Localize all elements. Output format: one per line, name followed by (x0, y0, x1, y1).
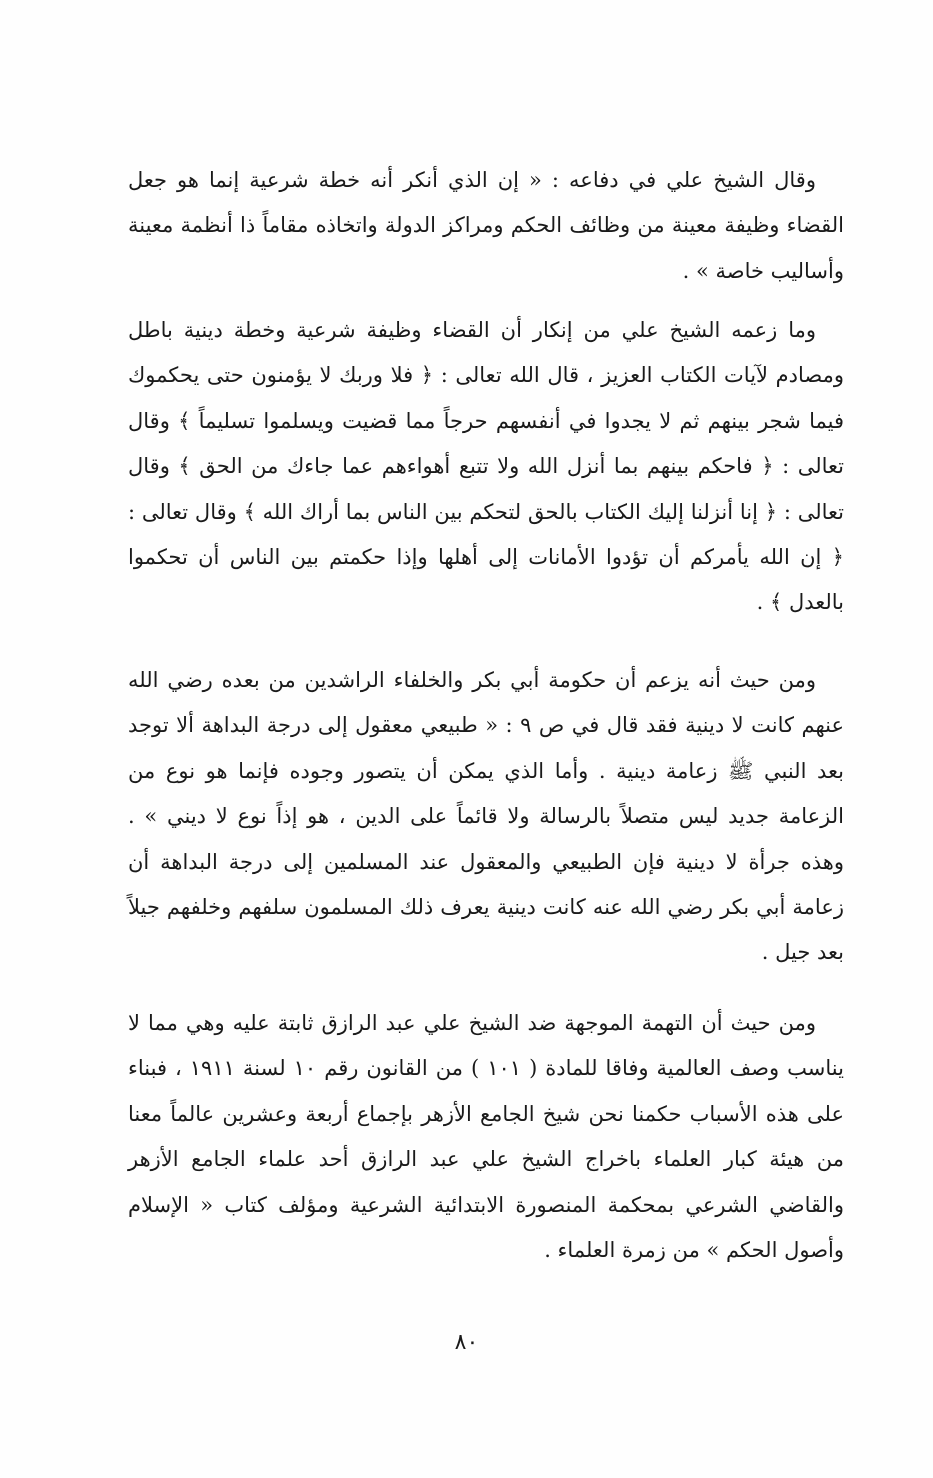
paragraph-text: وقال الشيخ علي في دفاعه : « إن الذي أنكر أنه خطة شرعية إنما هو جعل القضاء وظيفة معينة من وظائف الحكم ومراكز الدولة واتخاذه مقاماً ذا أنظمة معينة وأساليب خاصة » . (128, 168, 844, 283)
paragraph-text: ومن حيث أن التهمة الموجهة ضد الشيخ علي عبد الرازق ثابتة عليه وهي مما لا يناسب وصف العالمية وفاقا للمادة ( ١٠١ ) من القانون رقم ١٠ لسنة ١٩١١ ، فبناء على هذه الأسباب حكمنا نحن شيخ الجامع الأزهر بإجماع أربعة وعشرين عالماً معنا من هيئة كبار العلماء باخراج الشيخ علي عبد الرازق أحد علماء الجامع الأزهر والقاضي الشرعي بمحكمة المنصورة الابتدائية الشرعية ومؤلف كتاب « الإسلام وأصول الحكم » من زمرة العلماء . (128, 1011, 844, 1263)
paragraph-caliphate-claim (128, 658, 844, 976)
paragraph-text: ومن حيث أنه يزعم أن حكومة أبي بكر والخلفاء الراشدين من بعده رضي الله عنهم كانت لا دينية فقد قال في ص ٩ : « طبيعي معقول إلى درجة البداهة ألا توجد بعد النبي ﷺ زعامة دينية . وأما الذي يمكن أن يتصور وجوده فإنما هو نوع من الزعامة جديد ليس متصلاً بالرسالة ولا قائماً على الدين ، هو إذاً نوع لا ديني » . وهذه جرأة لا دينية فإن الطبيعي والمعقول عند المسلمين إلى درجة البداهة أن زعامة أبي بكر رضي الله عنه كانت دينية يعرف ذلك المسلمون سلفهم وخلفهم جيلاً بعد جيل . (128, 668, 844, 965)
paragraph-text: وما زعمه الشيخ علي من إنكار أن القضاء وظيفة شرعية وخطة دينية باطل ومصادم لآيات الكتاب العزيز ، قال الله تعالى : ﴿ فلا وربك لا يؤمنون حتى يحكموك فيما شجر بينهم ثم لا يجدوا في أنفسهم حرجاً مما قضيت ويسلموا تسليماً ﴾ وقال تعالى : ﴿ فاحكم بينهم بما أنزل الله ولا تتبع أهواءهم عما جاءك من الحق ﴾ وقال تعالى : ﴿ إنا أنزلنا إليك الكتاب بالحق لتحكم بين الناس بما أراك الله ﴾ وقال تعالى : ﴿ إن الله يأمركم أن تؤدوا الأمانات إلى أهلها وإذا حكمتم بين الناس أن تحكموا بالعدل ﴾ . (128, 318, 845, 615)
paragraph-defense-quote (128, 158, 844, 294)
paragraph-verdict (128, 1001, 844, 1273)
page-number: ٨٠ (454, 1330, 479, 1355)
paragraph-judiciary-verses (128, 308, 844, 626)
